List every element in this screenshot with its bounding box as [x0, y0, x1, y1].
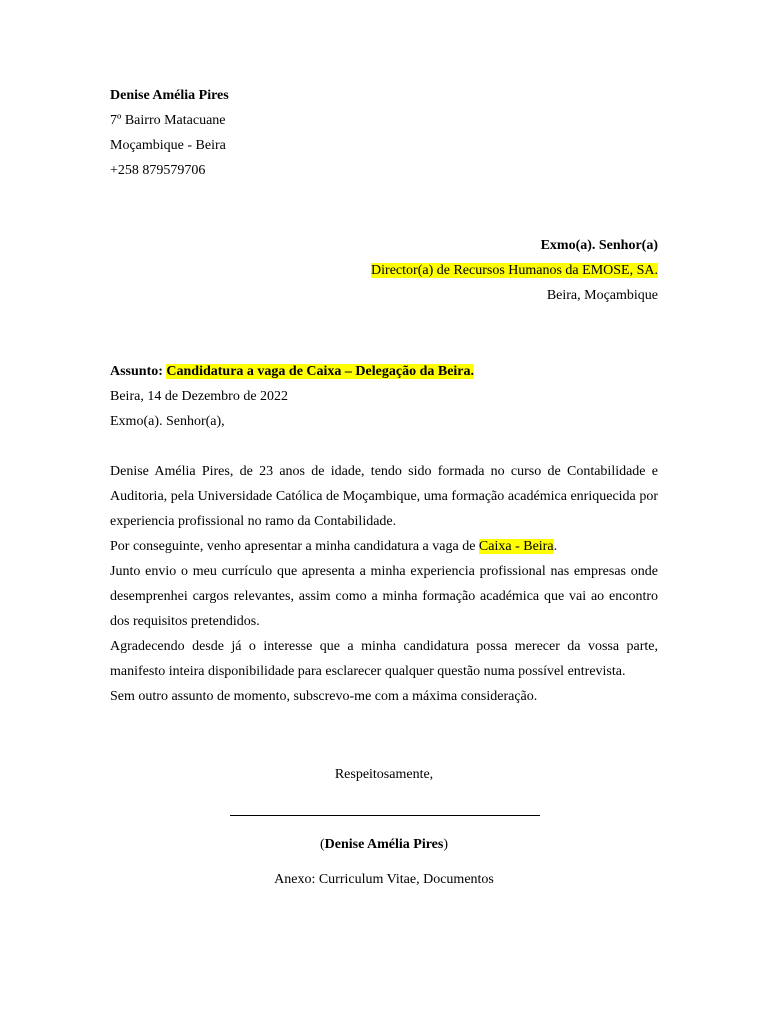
signer-paren-close: ) [443, 837, 449, 852]
signer-name-block [110, 832, 658, 857]
sender-address-line-2: Moçambique - Beira [110, 138, 226, 153]
signature-line [230, 815, 540, 816]
body-paragraph-5: Sem outro assunto de momento, subscrevo-me com a máxima consideração. [110, 689, 538, 704]
recipient-salutation: Exmo(a). Senhor(a) [540, 238, 658, 253]
date-line: Beira, 14 de Dezembro de 2022 [110, 389, 289, 404]
subject-label: Assunto: [110, 364, 163, 379]
sender-name: Denise Amélia Pires [110, 88, 229, 103]
subject-line [110, 359, 658, 384]
signer-paren-open: ( [319, 837, 325, 852]
body-paragraph-1: Denise Amélia Pires, de 23 anos de idade, tendo sido formada no curso de Contabilidade e Auditoria, pela Universidade Católica de Moçambique, uma formação académica enriquecida por experiencia profissional no ramo da Contabilidade. [110, 464, 658, 529]
annex-line: Anexo: Curriculum Vitae, Documentos [274, 872, 494, 887]
subject-block [110, 359, 658, 434]
recipient-title: Director(a) de Recursos Humanos da EMOSE, SA. [371, 263, 658, 278]
recipient-location: Beira, Moçambique [546, 288, 658, 303]
sender-phone: +258 879579706 [110, 163, 206, 178]
body-paragraph-2-text: Por conseguinte, venho apresentar a minha candidatura a vaga de [110, 539, 479, 554]
recipient-block [110, 233, 658, 308]
signer-name: Denise Amélia Pires [324, 837, 444, 852]
body-paragraph-3: Junto envio o meu currículo que apresenta a minha experiencia profissional nas empresas onde desemprenhei cargos relevantes, assim como a minha formação académica que vai ao encontro dos requisitos pretendidos. [110, 564, 658, 629]
greeting: Exmo(a). Senhor(a), [110, 414, 225, 429]
body-paragraph-4: Agradecendo desde já o interesse que a minha candidatura possa merecer da vossa parte, manifesto inteira disponibilidade para esclarecer qualquer questão numa possível entrevista. [110, 639, 658, 679]
body-paragraph-2 [110, 534, 658, 559]
letter-body [110, 459, 658, 709]
closing: Respeitosamente, [334, 767, 434, 782]
sender-block [110, 83, 658, 183]
sender-address-line-1: 7º Bairro Matacuane [110, 113, 226, 128]
subject-text: Candidatura a vaga de Caixa – Delegação da Beira. [166, 364, 475, 379]
position-highlight: Caixa - Beira [478, 539, 554, 554]
body-paragraph-2-end: . [553, 539, 558, 554]
